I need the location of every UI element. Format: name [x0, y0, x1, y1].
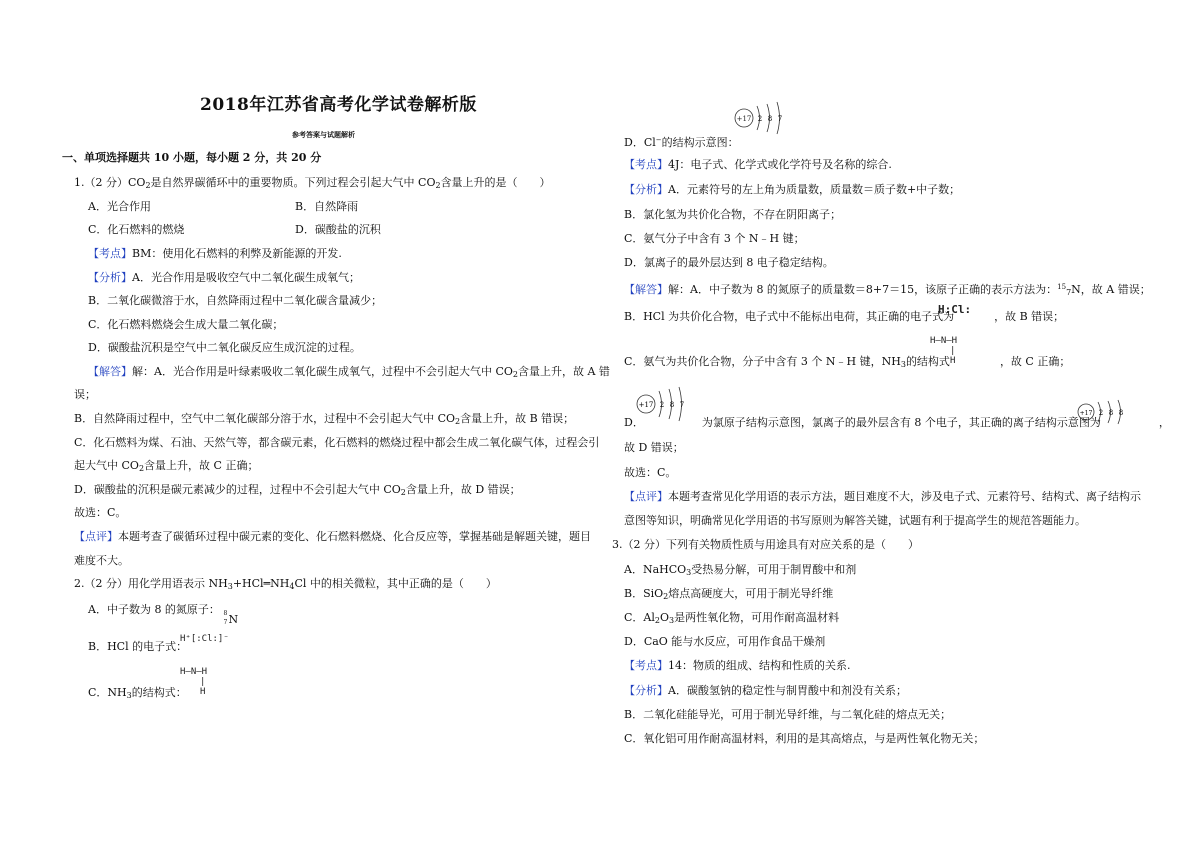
q1-option-d: D．碳酸盐的沉积 [295, 223, 381, 236]
q2-jieda-b: B．HCl 为共价化合物，电子式中不能标出电荷，其正确的电子式为 ，故 B 错误； [624, 310, 1065, 323]
q3-option-b: B．SiO$_2$熔点高硬度大，可用于制光导纤维 [624, 587, 834, 601]
q3-kaodian: 【考点】14：物质的组成、结构和性质的关系. [624, 659, 851, 672]
section-heading: 一、单项选择题共 10 小题，每小题 2 分，共 20 分 [62, 151, 322, 164]
q1-answer: 故选：C。 [74, 506, 127, 519]
q1-fenxi-d: D．碳酸盐沉积是空气中二氧化碳反应生成沉淀的过程。 [88, 341, 361, 354]
q3-fenxi-b: B．二氧化硅能导光，可用于制光导纤维，与二氧化硅的熔点无关； [624, 708, 952, 721]
q1-jieda-4: C．化石燃料为煤、石油、天然气等，都含碳元素，化石燃料的燃烧过程中都会生成二氧化碳气体，过程会引 [74, 436, 600, 449]
q2-option-c: C．$NH_3$的结构式： [88, 686, 187, 700]
cl-atom-diagram-top [732, 100, 792, 136]
q2-option-b: B．HCl 的电子式： [88, 640, 188, 653]
q2-fenxi: 【分析】A．元素符号的左上角为质量数，质量数＝质子数+中子数； [624, 183, 961, 196]
q1-fenxi: 【分析】A．光合作用是吸收空气中二氧化碳生成氧气； [88, 271, 360, 284]
q1-kaodian: 【考点】BM：使用化石燃料的利弊及新能源的开发. [88, 247, 342, 260]
svg-text:+17: +17 [638, 401, 654, 409]
q3-option-d: D．CaO 能与水反应，可用作食品干燥剂 [624, 635, 826, 648]
q3-fenxi-c: C．氧化铝可用作耐高温材料，利用的是其高熔点，与是两性氧化物无关； [624, 732, 985, 745]
cl-ion-diagram [1076, 398, 1134, 426]
q1-jieda-3: B．自然降雨过程中，空气中二氧化碳部分溶于水，过程中不会引起大气中 $CO_2$含量上升，故 B 错误； [74, 412, 575, 426]
q1-jieda: 【解答】解：A．光合作用是叶绿素吸收二氧化碳生成氧气，过程中不会引起大气中 $CO_2$含量上升，故 A 错 [88, 365, 610, 379]
q2-answer: 故选：C。 [624, 466, 677, 479]
q2-fenxi-c: C．氨气分子中含有 3 个 N﹣H 键； [624, 232, 805, 245]
svg-text:7: 7 [777, 115, 783, 123]
svg-text:+17: +17 [1079, 410, 1093, 417]
q2-jieda-d: D． 为氯原子结构示意图，氯离子的最外层含有 8 个电子，其正确的离子结构示意图为 ， [624, 416, 1170, 429]
page-title: 2018年江苏省高考化学试卷解析版 [200, 95, 477, 115]
q3-option-c: C．$Al_2O_3$是两性氧化物，可用作耐高温材料 [624, 611, 840, 625]
page-subtitle: 参考答案与试题解析 [292, 130, 355, 139]
svg-text:+17: +17 [736, 115, 752, 123]
q2-fenxi-d: D．氯离子的最外层达到 8 电子稳定结构。 [624, 256, 834, 269]
svg-text:8: 8 [1118, 409, 1124, 417]
nh3-formula-right: H—N—H | H [930, 336, 958, 366]
nh3-formula-left: H—N—H | H [180, 667, 208, 697]
q2-kaodian: 【考点】4J：电子式、化学式或化学符号及名称的综合. [624, 158, 892, 171]
q2-dianping: 【点评】本题考查常见化学用语的表示方法，题目难度不大，涉及电子式、元素符号、结构式、离子结构示 [624, 490, 1141, 503]
q1-stem: 1.（2 分）$CO_2$是自然界碳循环中的重要物质。下列过程会引起大气中 $CO_2$含量上升的是（ ） [74, 176, 551, 190]
q3-stem: 3.（2 分）下列有关物质性质与用途具有对应关系的是（ ） [612, 538, 919, 551]
svg-text:2: 2 [757, 115, 763, 123]
hcl-wrong-formula: H⁺[:Cl:]⁻ [180, 634, 229, 644]
q3-fenxi: 【分析】A．碳酸氢钠的稳定性与制胃酸中和剂没有关系； [624, 684, 907, 697]
q2-option-d: D．Cl−的结构示意图： [624, 136, 739, 149]
q2-jieda: 【解答】解：A．中子数为 8 的氮原子的质量数＝8+7＝15，该原子正确的表示方法为：$^{15}_7$N，故 A 错误； [624, 283, 1151, 297]
q2-option-a: A．中子数为 8 的氮原子： 8 7 N [88, 603, 239, 626]
svg-text:2: 2 [659, 401, 665, 409]
svg-text:2: 2 [1098, 409, 1104, 417]
q2-dianping-2: 意图等知识，明确常见化学用语的书写原则为解答关键，试题有利于提高学生的规范答题能力。 [624, 514, 1086, 527]
q3-option-a: A．NaHCO$_3$受热易分解，可用于制胃酸中和剂 [624, 563, 857, 577]
q2-jieda-e: 故 D 错误； [624, 441, 684, 454]
svg-text:8: 8 [669, 401, 675, 409]
svg-text:7: 7 [679, 401, 685, 409]
hcl-correct-formula: H:Cl: [938, 303, 972, 316]
q2-jieda-c: C．氨气为共价化合物，分子中含有 3 个 N﹣H 键，$NH_3$的结构式 ，故 C 正确； [624, 355, 1071, 369]
q1-dianping-2: 难度不大。 [74, 554, 129, 567]
q1-jieda-5: 起大气中 $CO_2$含量上升，故 C 正确； [74, 459, 259, 473]
q1-fenxi-c: C．化石燃料燃烧会生成大量二氧化碳； [88, 318, 284, 331]
svg-text:8: 8 [1108, 409, 1114, 417]
q1-fenxi-b: B．二氧化碳微溶于水，自然降雨过程中二氧化碳含量减少； [88, 294, 383, 307]
q1-jieda-6: D．碳酸盐的沉积是碳元素减少的过程，过程中不会引起大气中 $CO_2$含量上升，故 D 错误； [74, 483, 521, 497]
q1-dianping: 【点评】本题考查了碳循环过程中碳元素的变化、化石燃料燃烧、化合反应等，掌握基础是解题关键，题目 [74, 530, 591, 543]
q1-option-c: C．化石燃料的燃烧 [88, 223, 185, 236]
q1-option-b: B．自然降雨 [295, 200, 359, 213]
q2-fenxi-b: B．氯化氢为共价化合物，不存在阴阳离子； [624, 208, 842, 221]
q1-option-a: A．光合作用 [88, 200, 151, 213]
q1-jieda-2: 误； [74, 388, 96, 401]
svg-text:8: 8 [767, 115, 773, 123]
q2-stem: 2.（2 分）用化学用语表示 $NH_3+HCl═NH_4Cl$ 中的相关微粒，其中正确的是（ ） [74, 577, 497, 591]
